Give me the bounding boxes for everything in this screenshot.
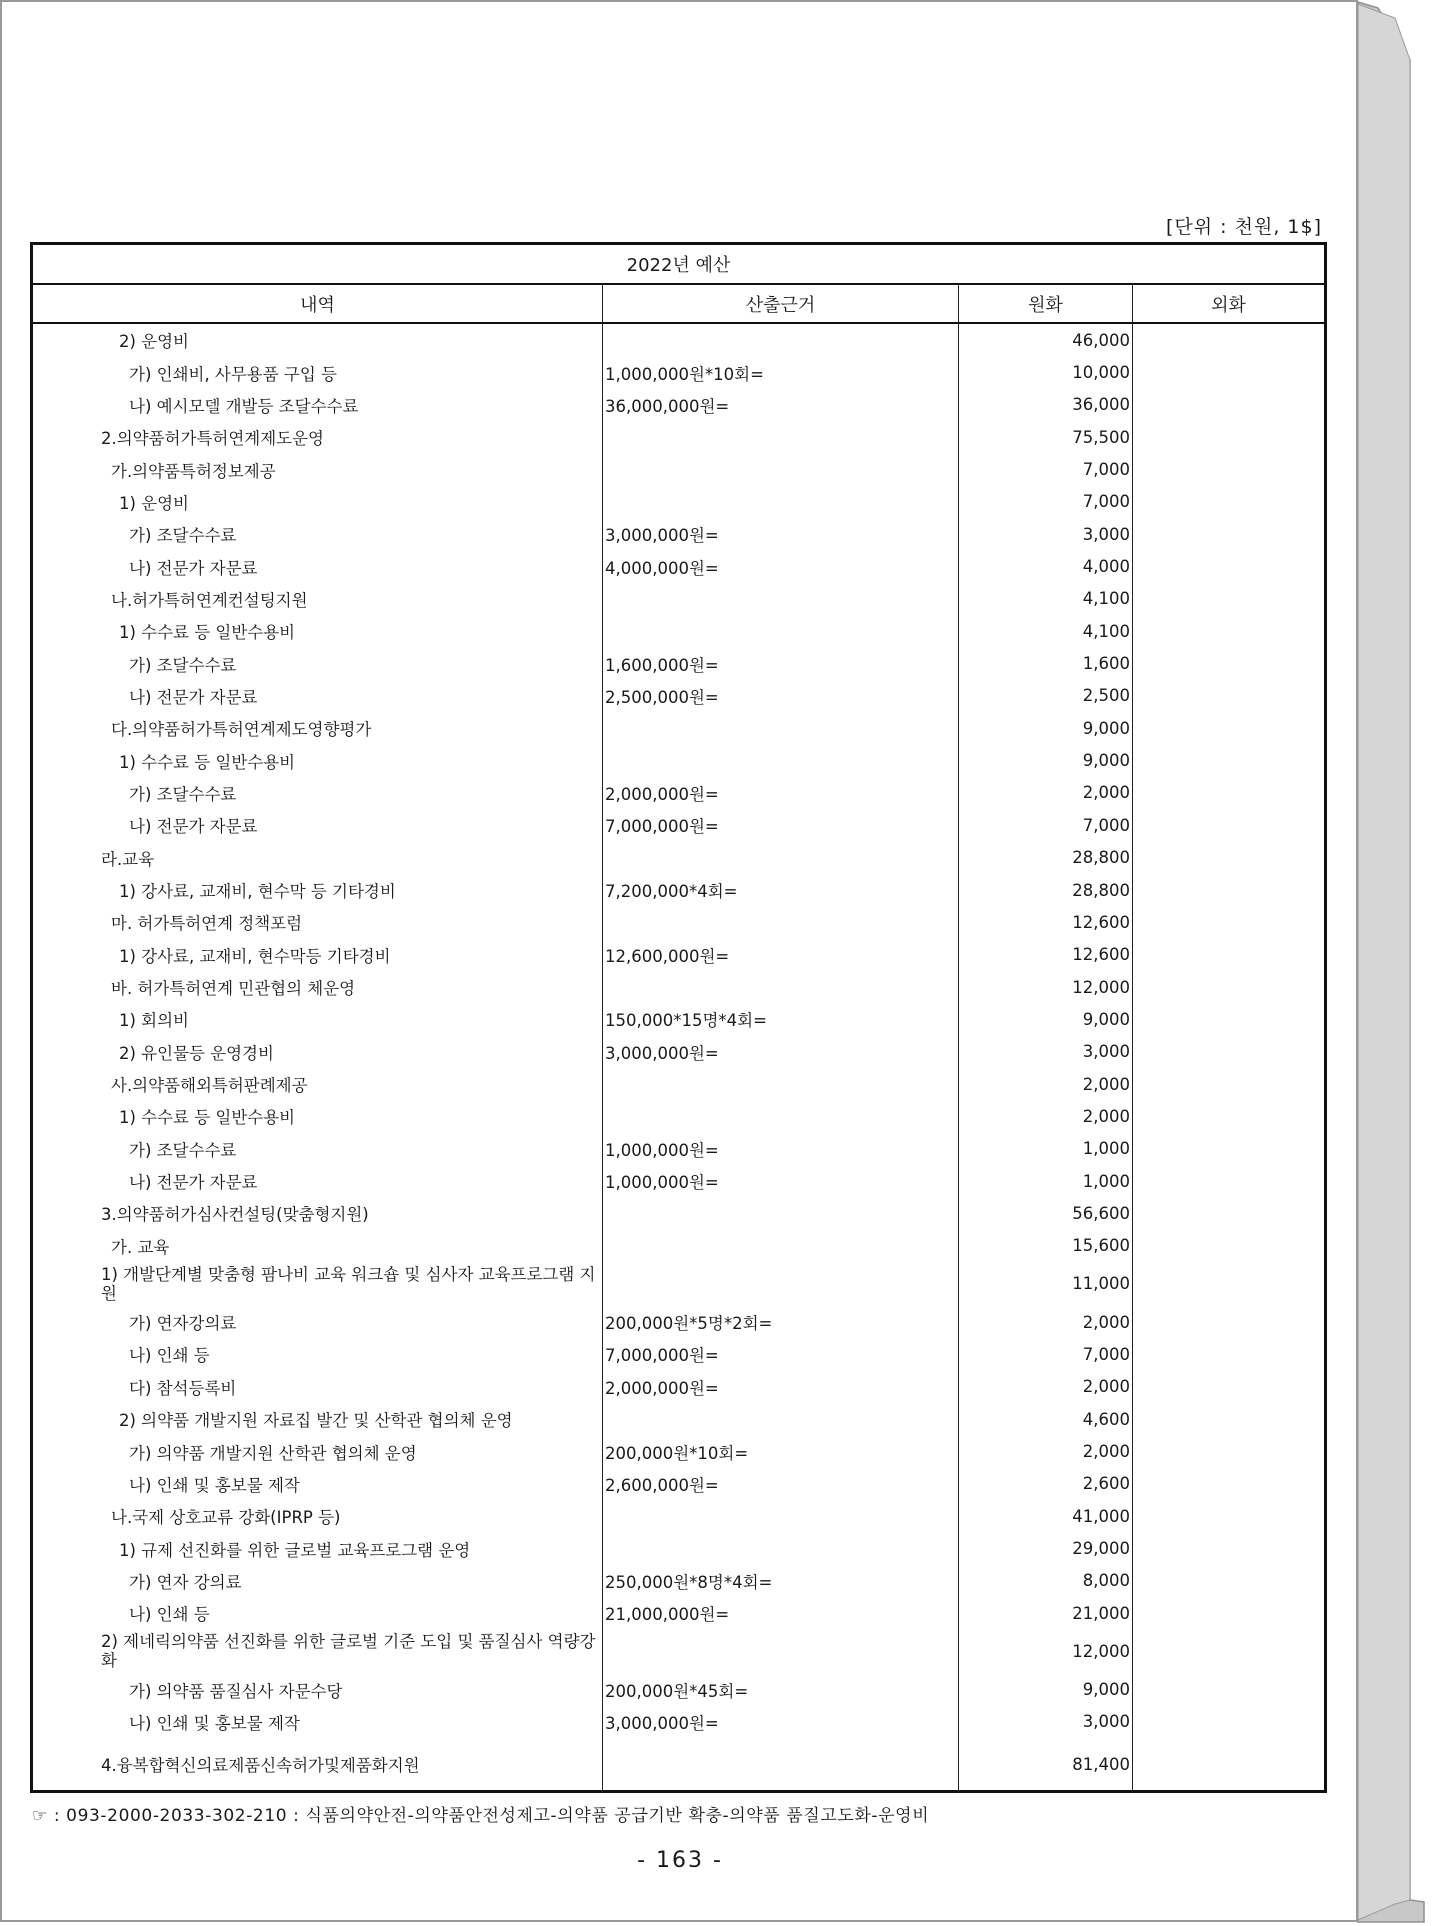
- table-row: [32, 1738, 1326, 1792]
- basis-cell: [603, 842, 959, 874]
- basis-cell: [603, 1500, 959, 1532]
- fx-amount-cell: [1133, 356, 1326, 388]
- fx-amount-cell: [1133, 1338, 1326, 1370]
- fx-amount-cell: [1133, 453, 1326, 485]
- fx-amount-cell: [1133, 712, 1326, 744]
- table-row: [32, 1435, 1326, 1467]
- fx-amount-cell: [1133, 874, 1326, 906]
- fx-amount-cell: [1133, 615, 1326, 647]
- basis-cell: 200,000원*5명*2회=: [603, 1306, 959, 1338]
- krw-amount-cell: 9,000: [959, 1003, 1133, 1035]
- krw-amount-cell: 3,000: [959, 518, 1133, 550]
- krw-amount-cell: 9,000: [959, 744, 1133, 776]
- item-cell: 2) 운영비: [32, 323, 603, 356]
- basis-cell: [603, 486, 959, 518]
- item-cell: 나) 전문가 자문료: [32, 1165, 603, 1197]
- table-row: [32, 647, 1326, 679]
- table-row: [32, 1338, 1326, 1370]
- table-row: [32, 583, 1326, 615]
- table-row: [32, 874, 1326, 906]
- basis-cell: 2,500,000원=: [603, 680, 959, 712]
- item-cell: 1) 수수료 등 일반수용비: [32, 615, 603, 647]
- basis-cell: [603, 1403, 959, 1435]
- fx-amount-cell: [1133, 939, 1326, 971]
- item-cell: 가) 연자강의료: [32, 1306, 603, 1338]
- fx-amount-cell: [1133, 744, 1326, 776]
- item-cell: 가) 인쇄비, 사무용품 구입 등: [32, 356, 603, 388]
- krw-amount-cell: 7,000: [959, 486, 1133, 518]
- krw-amount-cell: 2,000: [959, 1435, 1133, 1467]
- basis-cell: 2,600,000원=: [603, 1468, 959, 1500]
- basis-cell: 7,000,000원=: [603, 809, 959, 841]
- table-row: [32, 1306, 1326, 1338]
- fx-amount-cell: [1133, 389, 1326, 421]
- table-row: [32, 1597, 1326, 1629]
- fx-amount-cell: [1133, 777, 1326, 809]
- table-row: [32, 777, 1326, 809]
- item-cell: 다) 참석등록비: [32, 1371, 603, 1403]
- krw-amount-cell: 56,600: [959, 1197, 1133, 1229]
- fx-amount-cell: [1133, 486, 1326, 518]
- fx-amount-cell: [1133, 323, 1326, 356]
- item-cell: 2) 제네릭의약품 선진화를 위한 글로벌 기준 도입 및 품질심사 역량강화: [32, 1629, 603, 1673]
- account-code-footnote: ☞ : 093-2000-2033-302-210 : 식품의약안전-의약품안전성제고-의약품 공급기반 확충-의약품 품질고도화-운영비: [32, 1806, 930, 1826]
- table-row: [32, 1230, 1326, 1262]
- column-header-item: 내역: [32, 284, 603, 323]
- krw-amount-cell: 4,600: [959, 1403, 1133, 1435]
- krw-amount-cell: 28,800: [959, 874, 1133, 906]
- fx-amount-cell: [1133, 421, 1326, 453]
- krw-amount-cell: 1,000: [959, 1165, 1133, 1197]
- item-cell: 1) 개발단계별 맞춤형 팜나비 교육 워크숍 및 심사자 교육프로그램 지원: [32, 1262, 603, 1306]
- item-cell: 가.의약품특허정보제공: [32, 453, 603, 485]
- fx-amount-cell: [1133, 1262, 1326, 1306]
- table-row: [32, 615, 1326, 647]
- krw-amount-cell: 12,600: [959, 906, 1133, 938]
- fx-amount-cell: [1133, 971, 1326, 1003]
- basis-cell: 1,000,000원*10회=: [603, 356, 959, 388]
- item-cell: 1) 강사료, 교재비, 현수막등 기타경비: [32, 939, 603, 971]
- table-row: [32, 1036, 1326, 1068]
- krw-amount-cell: 1,000: [959, 1133, 1133, 1165]
- budget-table: [30, 242, 1327, 1793]
- basis-cell: [603, 1100, 959, 1132]
- basis-cell: [603, 421, 959, 453]
- item-cell: 나) 인쇄 등: [32, 1597, 603, 1629]
- fx-amount-cell: [1133, 1565, 1326, 1597]
- krw-amount-cell: 12,000: [959, 1629, 1133, 1673]
- table-row: [32, 712, 1326, 744]
- table-row: [32, 971, 1326, 1003]
- page-number: - 163 -: [637, 1848, 723, 1873]
- fx-amount-cell: [1133, 1706, 1326, 1738]
- item-cell: 나.국제 상호교류 강화(IPRP 등): [32, 1500, 603, 1532]
- item-cell: 가) 조달수수료: [32, 777, 603, 809]
- table-row: [32, 1371, 1326, 1403]
- basis-cell: 200,000원*45회=: [603, 1673, 959, 1705]
- basis-cell: 2,000,000원=: [603, 1371, 959, 1403]
- basis-cell: [603, 323, 959, 356]
- table-row: [32, 1100, 1326, 1132]
- item-cell: 다.의약품허가특허연계제도영향평가: [32, 712, 603, 744]
- krw-amount-cell: 36,000: [959, 389, 1133, 421]
- table-row: [32, 1003, 1326, 1035]
- table-row: [32, 550, 1326, 582]
- fx-amount-cell: [1133, 583, 1326, 615]
- fx-amount-cell: [1133, 1133, 1326, 1165]
- krw-amount-cell: 21,000: [959, 1597, 1133, 1629]
- unit-label: [단위 : 천원, 1$]: [1166, 216, 1322, 238]
- basis-cell: 3,000,000원=: [603, 1706, 959, 1738]
- krw-amount-cell: 46,000: [959, 323, 1133, 356]
- item-cell: 나.허가특허연계컨설팅지원: [32, 583, 603, 615]
- basis-cell: [603, 712, 959, 744]
- item-cell: 가. 교육: [32, 1230, 603, 1262]
- basis-cell: 1,000,000원=: [603, 1165, 959, 1197]
- item-cell: 가) 조달수수료: [32, 518, 603, 550]
- table-row: [32, 1068, 1326, 1100]
- basis-cell: 1,600,000원=: [603, 647, 959, 679]
- krw-amount-cell: 28,800: [959, 842, 1133, 874]
- krw-amount-cell: 1,600: [959, 647, 1133, 679]
- fx-amount-cell: [1133, 1100, 1326, 1132]
- krw-amount-cell: 12,000: [959, 971, 1133, 1003]
- item-cell: 가) 조달수수료: [32, 1133, 603, 1165]
- fx-amount-cell: [1133, 1197, 1326, 1229]
- krw-amount-cell: 2,600: [959, 1468, 1133, 1500]
- basis-cell: [603, 971, 959, 1003]
- krw-amount-cell: 7,000: [959, 809, 1133, 841]
- item-cell: 라.교육: [32, 842, 603, 874]
- fx-amount-cell: [1133, 680, 1326, 712]
- table-row: [32, 1468, 1326, 1500]
- fx-amount-cell: [1133, 842, 1326, 874]
- krw-amount-cell: 75,500: [959, 421, 1133, 453]
- krw-amount-cell: 9,000: [959, 712, 1133, 744]
- table-row: [32, 1403, 1326, 1435]
- table-row: [32, 939, 1326, 971]
- item-cell: 사.의약품해외특허판례제공: [32, 1068, 603, 1100]
- basis-cell: 4,000,000원=: [603, 550, 959, 582]
- fx-amount-cell: [1133, 1371, 1326, 1403]
- krw-amount-cell: 81,400: [959, 1738, 1133, 1792]
- fx-amount-cell: [1133, 518, 1326, 550]
- table-row: [32, 1197, 1326, 1229]
- item-cell: 1) 강사료, 교재비, 현수막 등 기타경비: [32, 874, 603, 906]
- basis-cell: 250,000원*8명*4회=: [603, 1565, 959, 1597]
- basis-cell: [603, 1629, 959, 1673]
- table-row: [32, 1629, 1326, 1673]
- basis-cell: 12,600,000원=: [603, 939, 959, 971]
- table-title: 2022년 예산: [32, 244, 1326, 285]
- basis-cell: 36,000,000원=: [603, 389, 959, 421]
- column-header-fx: 외화: [1133, 284, 1326, 323]
- table-row: [32, 356, 1326, 388]
- fx-amount-cell: [1133, 647, 1326, 679]
- table-row: [32, 680, 1326, 712]
- fx-amount-cell: [1133, 809, 1326, 841]
- fx-amount-cell: [1133, 1738, 1326, 1792]
- basis-cell: [603, 1532, 959, 1564]
- basis-cell: 3,000,000원=: [603, 1036, 959, 1068]
- fx-amount-cell: [1133, 1068, 1326, 1100]
- item-cell: 가) 의약품 개발지원 산학관 협의체 운영: [32, 1435, 603, 1467]
- table-row: [32, 842, 1326, 874]
- table-row: [32, 809, 1326, 841]
- fx-amount-cell: [1133, 1673, 1326, 1705]
- basis-cell: [603, 1197, 959, 1229]
- table-row: [32, 1133, 1326, 1165]
- krw-amount-cell: 3,000: [959, 1036, 1133, 1068]
- item-cell: 나) 전문가 자문료: [32, 680, 603, 712]
- item-cell: 2) 의약품 개발지원 자료집 발간 및 산학관 협의체 운영: [32, 1403, 603, 1435]
- item-cell: 2.의약품허가특허연계제도운영: [32, 421, 603, 453]
- table-row: [32, 1165, 1326, 1197]
- table-row: [32, 1565, 1326, 1597]
- item-cell: 나) 예시모델 개발등 조달수수료: [32, 389, 603, 421]
- item-cell: 1) 수수료 등 일반수용비: [32, 744, 603, 776]
- fx-amount-cell: [1133, 1500, 1326, 1532]
- fx-amount-cell: [1133, 1532, 1326, 1564]
- krw-amount-cell: 4,100: [959, 583, 1133, 615]
- fx-amount-cell: [1133, 550, 1326, 582]
- table-row: [32, 1262, 1326, 1306]
- table-row: [32, 744, 1326, 776]
- item-cell: 마. 허가특허연계 정책포럼: [32, 906, 603, 938]
- item-cell: 2) 유인물등 운영경비: [32, 1036, 603, 1068]
- fx-amount-cell: [1133, 1230, 1326, 1262]
- basis-cell: [603, 453, 959, 485]
- krw-amount-cell: 8,000: [959, 1565, 1133, 1597]
- fx-amount-cell: [1133, 1629, 1326, 1673]
- fx-amount-cell: [1133, 1468, 1326, 1500]
- fx-amount-cell: [1133, 1403, 1326, 1435]
- table-body: [32, 323, 1326, 1792]
- item-cell: 1) 회의비: [32, 1003, 603, 1035]
- table-row: [32, 389, 1326, 421]
- fx-amount-cell: [1133, 1165, 1326, 1197]
- item-cell: 3.의약품허가심사컨설팅(맞춤형지원): [32, 1197, 603, 1229]
- krw-amount-cell: 4,100: [959, 615, 1133, 647]
- column-header-krw: 원화: [959, 284, 1133, 323]
- fx-amount-cell: [1133, 1306, 1326, 1338]
- item-cell: 바. 허가특허연계 민관협의 체운영: [32, 971, 603, 1003]
- table-row: [32, 1532, 1326, 1564]
- basis-cell: [603, 744, 959, 776]
- fx-amount-cell: [1133, 1003, 1326, 1035]
- fx-amount-cell: [1133, 1036, 1326, 1068]
- basis-cell: 21,000,000원=: [603, 1597, 959, 1629]
- table-row: [32, 1500, 1326, 1532]
- krw-amount-cell: 9,000: [959, 1673, 1133, 1705]
- table-row: [32, 1706, 1326, 1738]
- column-header-basis: 산출근거: [603, 284, 959, 323]
- basis-cell: 3,000,000원=: [603, 518, 959, 550]
- krw-amount-cell: 29,000: [959, 1532, 1133, 1564]
- basis-cell: [603, 583, 959, 615]
- table-row: [32, 906, 1326, 938]
- krw-amount-cell: 10,000: [959, 356, 1133, 388]
- table-row: [32, 453, 1326, 485]
- basis-cell: [603, 615, 959, 647]
- basis-cell: [603, 906, 959, 938]
- krw-amount-cell: 2,000: [959, 1100, 1133, 1132]
- item-cell: 1) 규제 선진화를 위한 글로벌 교육프로그램 운영: [32, 1532, 603, 1564]
- item-cell: 가) 연자 강의료: [32, 1565, 603, 1597]
- item-cell: 나) 전문가 자문료: [32, 550, 603, 582]
- table-row: [32, 1673, 1326, 1705]
- item-cell: 나) 전문가 자문료: [32, 809, 603, 841]
- fx-amount-cell: [1133, 1435, 1326, 1467]
- table-row: [32, 421, 1326, 453]
- krw-amount-cell: 15,600: [959, 1230, 1133, 1262]
- table-row: [32, 323, 1326, 356]
- krw-amount-cell: 2,000: [959, 1306, 1133, 1338]
- item-cell: 4.융복합혁신의료제품신속허가및제품화지원: [32, 1738, 603, 1792]
- basis-cell: [603, 1230, 959, 1262]
- table-row: [32, 518, 1326, 550]
- item-cell: 나) 인쇄 및 홍보물 제작: [32, 1468, 603, 1500]
- krw-amount-cell: 41,000: [959, 1500, 1133, 1532]
- krw-amount-cell: 2,000: [959, 1371, 1133, 1403]
- krw-amount-cell: 11,000: [959, 1262, 1133, 1306]
- basis-cell: 7,200,000*4회=: [603, 874, 959, 906]
- basis-cell: [603, 1262, 959, 1306]
- krw-amount-cell: 2,000: [959, 777, 1133, 809]
- item-cell: 1) 운영비: [32, 486, 603, 518]
- basis-cell: [603, 1738, 959, 1792]
- basis-cell: 2,000,000원=: [603, 777, 959, 809]
- krw-amount-cell: 7,000: [959, 453, 1133, 485]
- basis-cell: 7,000,000원=: [603, 1338, 959, 1370]
- krw-amount-cell: 7,000: [959, 1338, 1133, 1370]
- krw-amount-cell: 12,600: [959, 939, 1133, 971]
- basis-cell: 150,000*15명*4회=: [603, 1003, 959, 1035]
- krw-amount-cell: 3,000: [959, 1706, 1133, 1738]
- basis-cell: 1,000,000원=: [603, 1133, 959, 1165]
- krw-amount-cell: 2,000: [959, 1068, 1133, 1100]
- krw-amount-cell: 2,500: [959, 680, 1133, 712]
- table-row: [32, 486, 1326, 518]
- item-cell: 가) 의약품 품질심사 자문수당: [32, 1673, 603, 1705]
- krw-amount-cell: 4,000: [959, 550, 1133, 582]
- basis-cell: 200,000원*10회=: [603, 1435, 959, 1467]
- item-cell: 가) 조달수수료: [32, 647, 603, 679]
- basis-cell: [603, 1068, 959, 1100]
- item-cell: 1) 수수료 등 일반수용비: [32, 1100, 603, 1132]
- fx-amount-cell: [1133, 906, 1326, 938]
- item-cell: 나) 인쇄 등: [32, 1338, 603, 1370]
- item-cell: 나) 인쇄 및 홍보물 제작: [32, 1706, 603, 1738]
- fx-amount-cell: [1133, 1597, 1326, 1629]
